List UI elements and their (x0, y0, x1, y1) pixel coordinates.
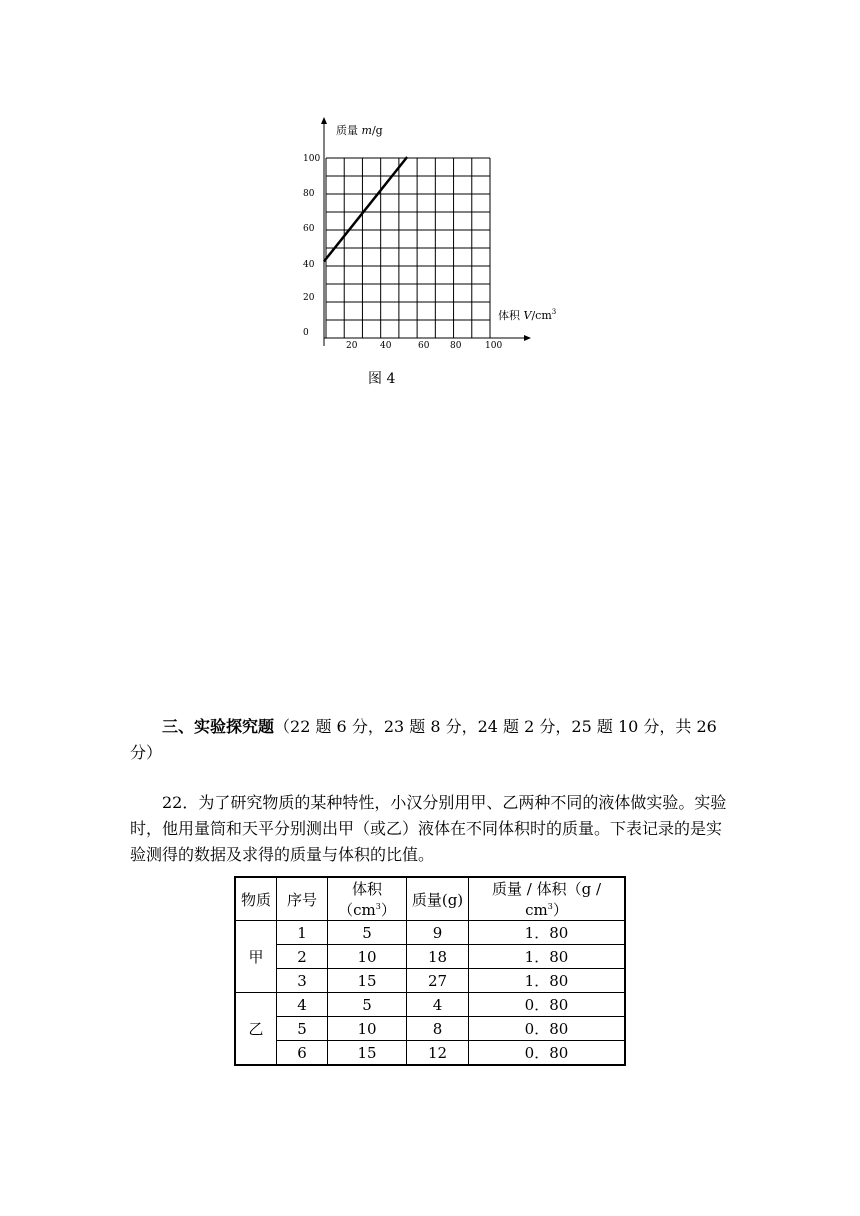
y-axis-label: 质量 m/g (336, 124, 383, 137)
table-row (235, 969, 625, 993)
cell-mass: 12 (407, 1041, 469, 1066)
table-row (235, 945, 625, 969)
table-row (235, 993, 625, 1017)
header-index: 序号 (277, 877, 328, 921)
section-detail: （22 题 6 分，23 题 8 分，24 题 2 分，25 题 10 分，共 26 分） (130, 717, 717, 762)
cell-index: 2 (277, 945, 328, 969)
y-tick-label: 100 (303, 154, 321, 164)
series-line (324, 157, 407, 261)
cell-mass: 9 (407, 921, 469, 945)
x-tick-label: 60 (418, 341, 430, 351)
graph-grid (326, 158, 490, 338)
cell-substance: 甲 (235, 921, 277, 993)
mass-volume-graph (290, 110, 557, 360)
cell-ratio: 1．80 (469, 921, 626, 945)
y-tick-label: 80 (303, 189, 315, 199)
y-tick-label: 20 (303, 293, 315, 303)
cell-volume: 15 (328, 1041, 407, 1066)
cell-index: 5 (277, 1017, 328, 1041)
figure-caption: 图 4 (368, 371, 396, 387)
cell-volume: 5 (328, 993, 407, 1017)
cell-index: 1 (277, 921, 328, 945)
x-tick-label: 100 (485, 341, 503, 351)
y-tick-label: 0 (303, 328, 309, 338)
x-tick-label: 20 (346, 341, 358, 351)
cell-ratio: 0．80 (469, 1041, 626, 1066)
cell-substance: 乙 (235, 993, 277, 1066)
header-ratio: 质量 / 体积$(g / cm^3)$ (469, 877, 626, 921)
cell-volume: 10 (328, 945, 407, 969)
x-axis-label: 体积 $V/cm^3$ (498, 308, 557, 322)
table-row (235, 921, 625, 945)
cell-mass: 4 (407, 993, 469, 1017)
cell-index: 3 (277, 969, 328, 993)
cell-volume: 5 (328, 921, 407, 945)
cell-ratio: 0．80 (469, 993, 626, 1017)
table-row (235, 1017, 625, 1041)
cell-volume: 10 (328, 1017, 407, 1041)
cell-ratio: 1．80 (469, 969, 626, 993)
y-tick-label: 40 (303, 260, 315, 270)
measurement-table (234, 876, 626, 1066)
cell-ratio: 0．80 (469, 1017, 626, 1041)
cell-ratio: 1．80 (469, 945, 626, 969)
cell-mass: 8 (407, 1017, 469, 1041)
header-substance: 物质 (235, 877, 277, 921)
section-heading (130, 714, 730, 766)
x-tick-label: 40 (380, 341, 392, 351)
y-tick-label: 60 (303, 224, 315, 234)
x-tick-label: 80 (450, 341, 462, 351)
cell-mass: 18 (407, 945, 469, 969)
question-22 (130, 790, 730, 868)
cell-index: 6 (277, 1041, 328, 1066)
section-title: 三、实验探究题 (162, 717, 275, 736)
table-header-row (235, 877, 625, 921)
cell-index: 4 (277, 993, 328, 1017)
header-volume: 体积$(cm^3)$ (328, 877, 407, 921)
question-22-text: 22．为了研究物质的某种特性，小汉分别用甲、乙两种不同的液体做实验。实验时，他用量筒和天平分别测出甲（或乙）液体在不同体积时的质量。下表记录的是实验测得的数据及求得的质量与体积的比值。 (130, 793, 727, 864)
header-mass: 质量(g) (407, 877, 469, 921)
table-row (235, 1041, 625, 1066)
cell-volume: 15 (328, 969, 407, 993)
cell-mass: 27 (407, 969, 469, 993)
